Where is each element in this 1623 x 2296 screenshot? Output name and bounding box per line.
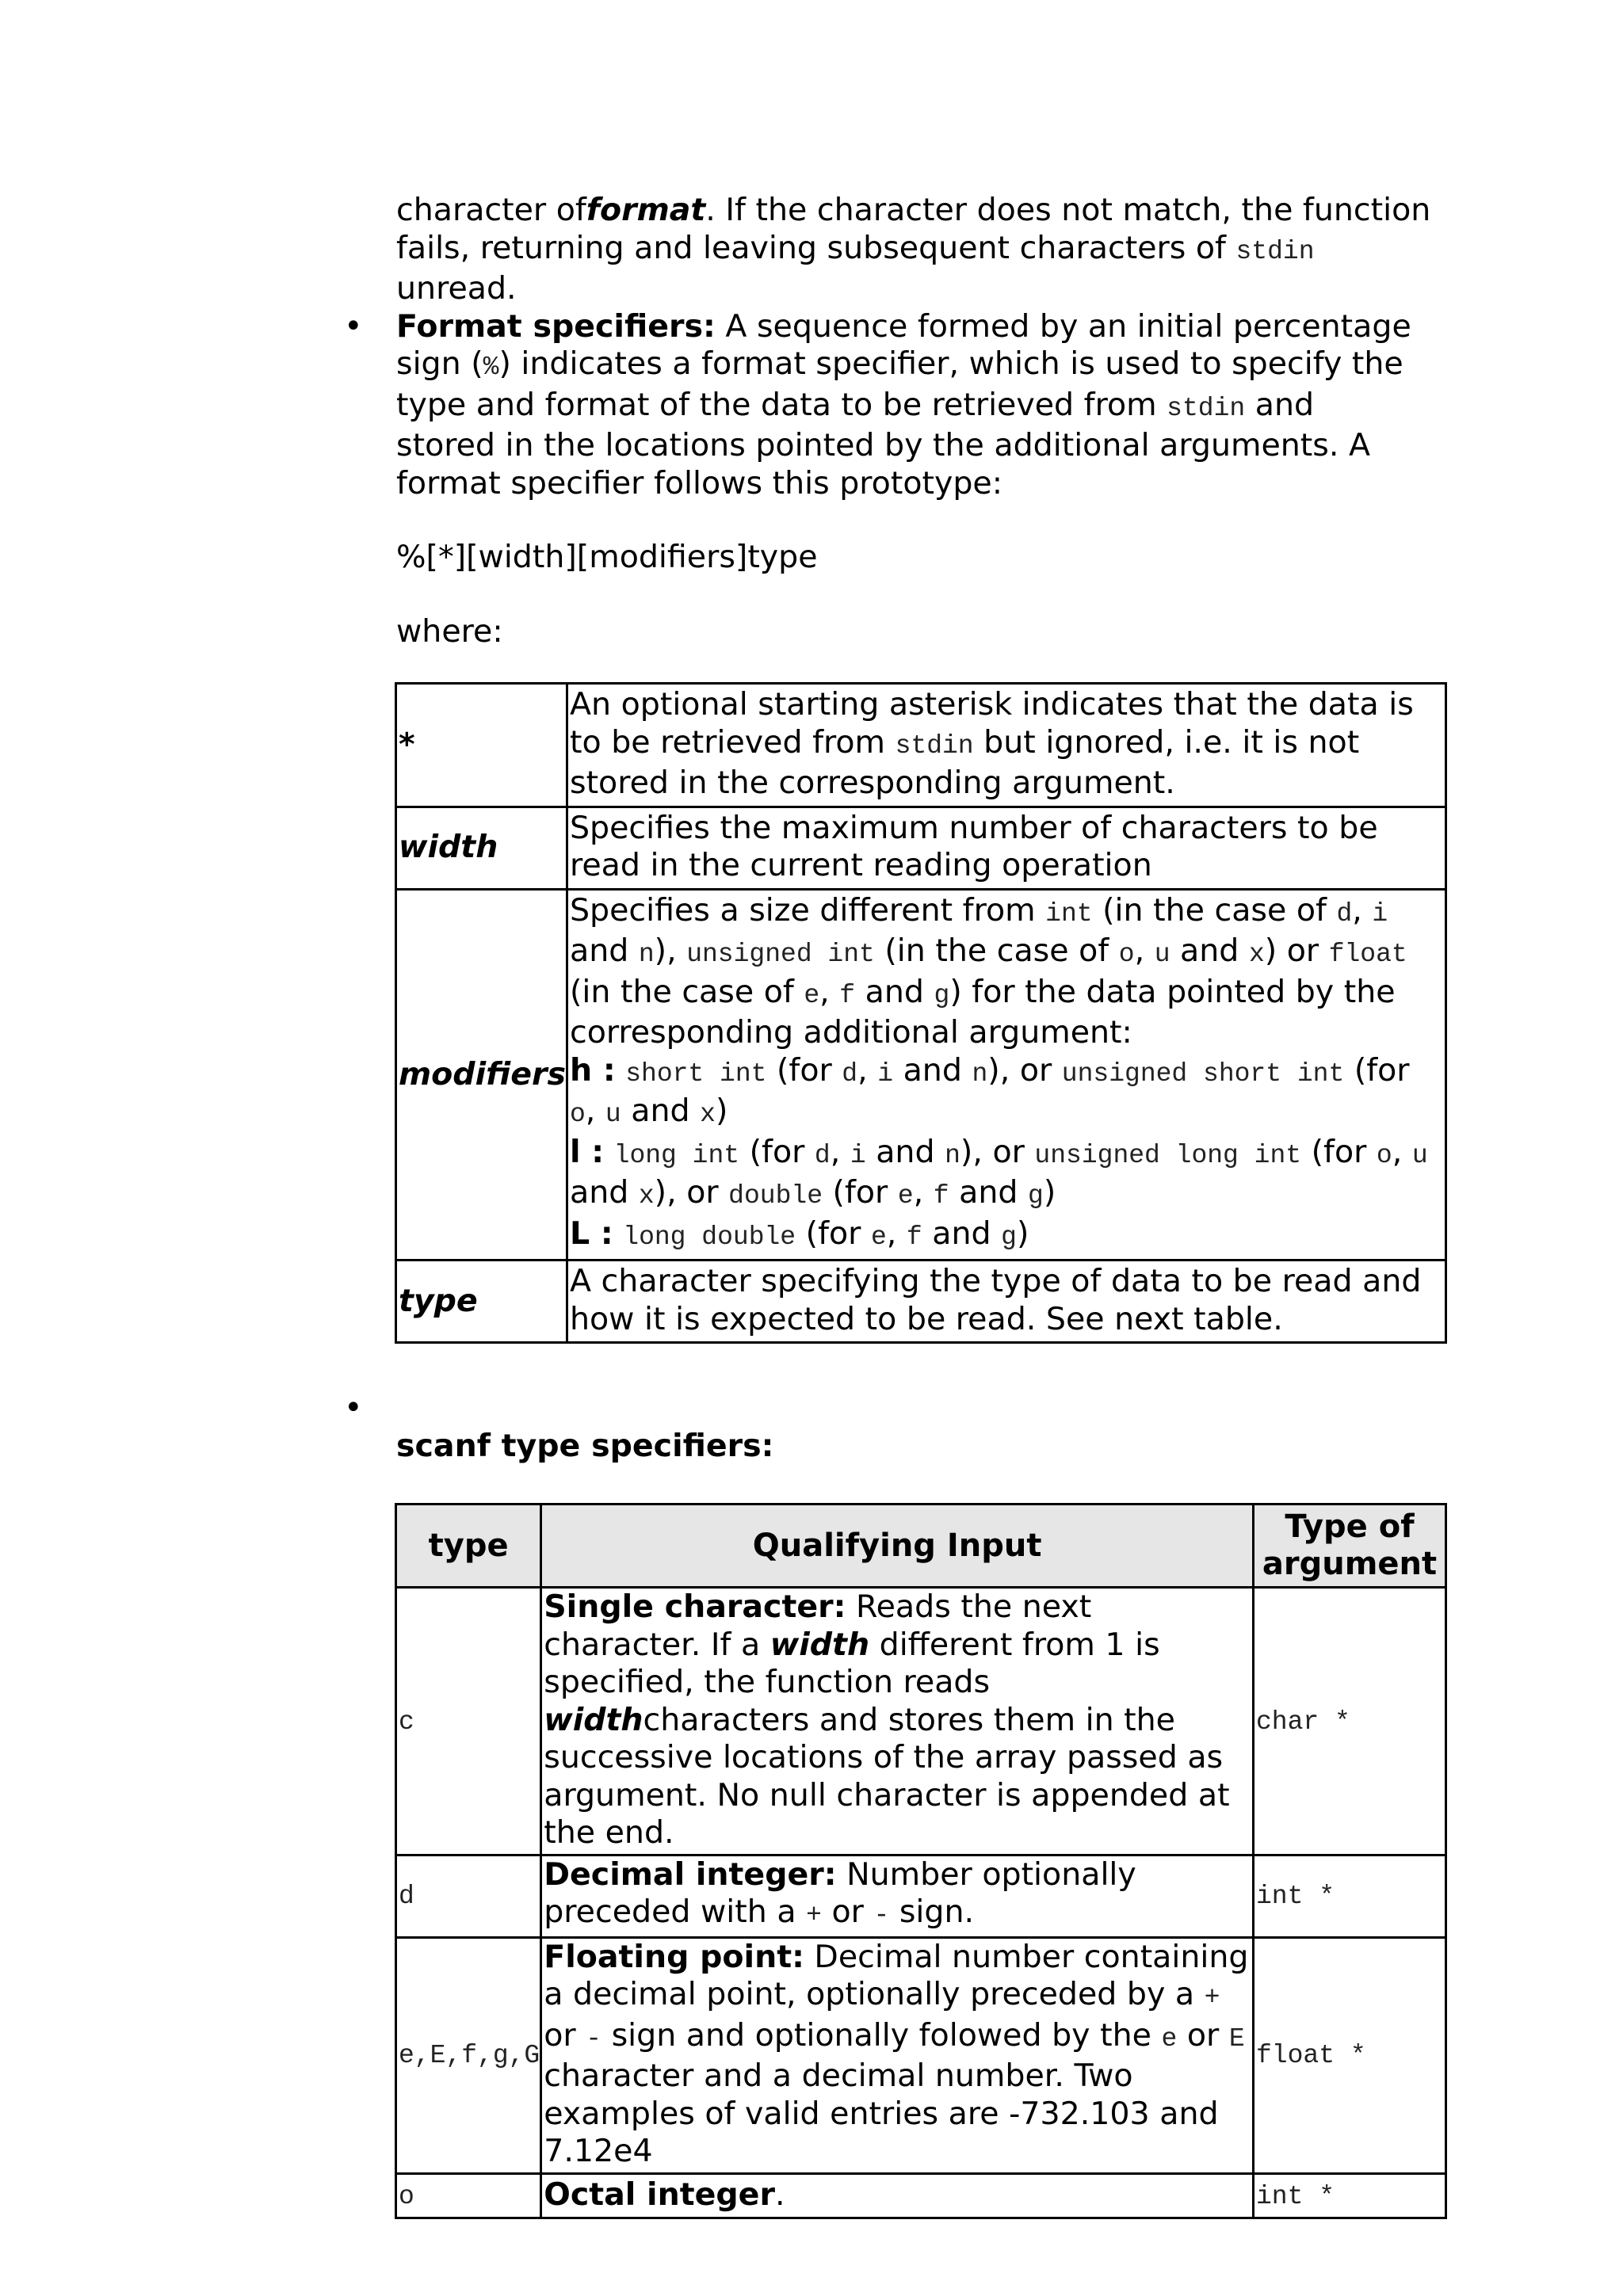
code: u — [605, 1100, 621, 1129]
type-key: type — [396, 1261, 567, 1343]
cell-text: and — [922, 1215, 1002, 1252]
cell-text: and — [1170, 933, 1249, 969]
l-modifier-label: l : — [569, 1133, 605, 1170]
cell-text: ) — [1043, 1174, 1056, 1211]
cell-text: , — [1352, 891, 1373, 929]
h-modifier-label: h : — [569, 1051, 616, 1089]
prototype-line: %[*][width][modifiers]type — [396, 539, 818, 575]
cell-text: or — [1177, 2016, 1229, 2054]
cell-text: but ignored, i.e. it is not stored in the corresponding argument. — [569, 723, 1360, 801]
code: o — [399, 2181, 414, 2211]
code: d — [1336, 898, 1353, 929]
table-row — [396, 684, 1446, 807]
cell-text: (for — [766, 1051, 842, 1089]
code: f — [839, 980, 856, 1010]
cell-text: and — [621, 1093, 701, 1129]
column-header-input: Qualifying Input — [541, 1505, 1254, 1588]
cell-text: (in the case of — [569, 973, 804, 1010]
argument-cell — [1254, 1855, 1446, 1937]
cell-text: (in the case of — [874, 933, 1119, 969]
cell-text: ) or — [1264, 933, 1329, 969]
code: o — [569, 1100, 586, 1129]
format-specifiers-heading: Format specifiers: — [396, 307, 716, 345]
table-row — [396, 1261, 1446, 1343]
intro-text: character of — [396, 192, 586, 228]
code: short int — [625, 1058, 767, 1089]
code: x — [700, 1100, 716, 1129]
code: + — [806, 1901, 822, 1930]
cell-text: , — [830, 1133, 850, 1170]
stdin-code: stdin — [1235, 236, 1315, 266]
cell-heading: Decimal integer: — [544, 1855, 837, 1893]
cell-heading: Single character: — [544, 1589, 846, 1625]
type-description: A character specifying the type of data to be read and how it is expected to be read. See next table. — [567, 1261, 1445, 1343]
cell-text: , — [585, 1093, 605, 1129]
table-row — [396, 889, 1446, 1261]
input-cell — [541, 2173, 1254, 2218]
cell-text: and — [949, 1174, 1029, 1211]
code: e — [897, 1181, 914, 1211]
cell-text: (for — [739, 1133, 815, 1170]
page-content — [344, 192, 1442, 2219]
code: f — [933, 1181, 949, 1211]
code: d — [814, 1140, 831, 1170]
table-header-row — [396, 1505, 1446, 1588]
cell-text: (for — [823, 1174, 898, 1211]
bullet-icon: • — [344, 307, 363, 345]
intro-text: . If the character does not match, the function — [705, 192, 1431, 228]
cell-text: and — [855, 973, 934, 1010]
format-term: format — [586, 192, 706, 228]
input-cell — [541, 1855, 1254, 1937]
code: i — [877, 1058, 894, 1089]
intro-text: unread. — [396, 270, 517, 307]
cell-text: , — [819, 973, 840, 1010]
width-description: Specifies the maximum number of characters to be read in the current reading operation — [567, 807, 1445, 889]
cell-text: ), or — [960, 1133, 1035, 1170]
type-cell — [396, 2173, 541, 2218]
cell-text: and — [569, 933, 639, 969]
modifiers-key: modifiers — [396, 889, 567, 1261]
code: n — [638, 940, 655, 969]
code: double — [728, 1181, 823, 1211]
input-cell — [541, 1937, 1254, 2173]
cell-heading: Floating point: — [544, 1938, 804, 1975]
code: int * — [1256, 2181, 1335, 2211]
code: e — [870, 1222, 887, 1252]
cell-text: Reads the next character. If a — [544, 1589, 1092, 1663]
table-row — [396, 1588, 1446, 1855]
format-specifiers-paragraph — [396, 308, 1419, 503]
cell-text: , — [1392, 1133, 1412, 1170]
where-label: where: — [396, 612, 503, 650]
type-specifiers-table — [395, 1503, 1447, 2219]
asterisk-description — [567, 684, 1445, 807]
code: char * — [1256, 1707, 1350, 1737]
intro-text: fails, returning and leaving subsequent characters of — [396, 229, 1236, 266]
code: e — [1161, 2023, 1178, 2054]
type-specifiers-heading: scanf type specifiers: — [396, 1427, 774, 1464]
cell-text: (in the case of — [1092, 891, 1337, 929]
cell-text: , — [886, 1215, 907, 1252]
code: int — [1045, 898, 1093, 929]
argument-cell — [1254, 2173, 1446, 2218]
code: i — [850, 1140, 866, 1170]
column-header-type: type — [396, 1505, 541, 1588]
body-text: ) indicates a format specifier, which is used to specify the type and format of the data to be retrieved from — [396, 345, 1403, 423]
type-cell — [396, 1588, 541, 1855]
cell-text: . — [774, 2176, 785, 2213]
cell-text: different from 1 is specified, the function reads — [544, 1626, 1160, 1700]
cell-text: Specifies a size different from — [569, 891, 1046, 929]
code: e — [804, 980, 820, 1010]
body-text: and stored in the locations pointed by the additional arguments. A format specifier follows this prototype: — [396, 386, 1370, 502]
code: e,E,f,g,G — [399, 2041, 540, 2071]
table-row — [396, 1937, 1446, 2173]
body-text: A sequence formed by an initial percentage sign ( — [396, 307, 1411, 382]
cell-text: , — [1134, 933, 1155, 969]
cell-text: Decimal number containing a decimal point, optionally preceded by a — [544, 1938, 1249, 2012]
cell-text: ) — [715, 1093, 728, 1129]
argument-cell — [1254, 1588, 1446, 1855]
cell-text: sign and optionally folowed by the — [601, 2016, 1162, 2054]
cell-text: , — [913, 1174, 934, 1211]
cell-text: and — [569, 1174, 639, 1211]
code: - — [586, 2023, 602, 2054]
code: E — [1228, 2023, 1245, 2054]
code: o — [1376, 1140, 1392, 1170]
code: i — [1372, 898, 1388, 929]
argument-cell — [1254, 1937, 1446, 2173]
type-cell — [396, 1855, 541, 1937]
code: c — [399, 1707, 414, 1737]
code: unsigned short int — [1061, 1058, 1345, 1089]
cell-text: (for — [1301, 1133, 1377, 1170]
code: - — [873, 1901, 890, 1930]
code: float — [1328, 940, 1407, 969]
asterisk-key: * — [396, 684, 567, 807]
code: long double — [623, 1222, 796, 1252]
cell-text: character and a decimal number. Two examples of valid entries are -732.103 and 7.12e4 — [544, 2058, 1219, 2169]
width-key: width — [396, 807, 567, 889]
code: g — [1028, 1181, 1044, 1211]
cell-text: , — [857, 1051, 878, 1089]
cell-text: (for — [796, 1215, 871, 1252]
format-specifiers-item — [344, 307, 1442, 503]
code: f — [906, 1222, 922, 1252]
modifiers-description — [567, 889, 1445, 1261]
code: float * — [1256, 2041, 1366, 2071]
cell-text: (for — [1344, 1051, 1410, 1089]
cell-text: Number optionally preceded with a — [544, 1855, 1136, 1930]
cell-text: An optional starting asterisk indicates that the data is to be retrieved from — [569, 686, 1414, 761]
bullet-icon: • — [344, 1390, 363, 1426]
table-row — [396, 1855, 1446, 1937]
code: n — [972, 1058, 988, 1089]
cell-text: ), or — [654, 1174, 729, 1211]
code: long int — [613, 1140, 740, 1170]
width-term: width — [544, 1701, 643, 1738]
code: g — [934, 980, 950, 1010]
format-spec-table — [395, 682, 1447, 1344]
stdin-code: stdin — [895, 730, 974, 761]
code: d — [842, 1058, 858, 1089]
cell-text: ) — [1016, 1215, 1029, 1252]
code: u — [1154, 940, 1170, 969]
table-row — [396, 2173, 1446, 2218]
cell-text: ) for the data pointed by the corresponding additional argument: — [569, 973, 1396, 1051]
code: g — [1001, 1222, 1017, 1252]
type-specifiers-item — [344, 1390, 1442, 1465]
cell-text: ), or — [987, 1051, 1062, 1089]
input-cell — [541, 1588, 1254, 1855]
code: d — [399, 1882, 414, 1912]
code: u — [1411, 1140, 1428, 1170]
intro-paragraph — [396, 192, 1442, 308]
code: n — [945, 1140, 960, 1170]
cell-text: or — [544, 2016, 586, 2054]
cell-text: or — [821, 1894, 874, 1930]
code: unsigned int — [686, 940, 875, 969]
stdin-code: stdin — [1167, 393, 1246, 423]
code: int * — [1256, 1882, 1335, 1912]
code: o — [1118, 940, 1135, 969]
percent-code: % — [483, 353, 499, 382]
column-header-argument: Type of argument — [1254, 1505, 1446, 1588]
cell-text: and — [893, 1051, 972, 1089]
cell-text: characters and stores them in the successive locations of the array passed as argument. No null character is appended at the end. — [544, 1701, 1230, 1851]
table-row — [396, 807, 1446, 889]
code: x — [638, 1181, 655, 1211]
code: x — [1248, 940, 1265, 969]
cell-text: sign. — [889, 1894, 975, 1930]
cell-text: ), — [654, 933, 687, 969]
width-term: width — [769, 1626, 870, 1663]
code: + — [1204, 1983, 1220, 2012]
cell-text: and — [865, 1133, 945, 1170]
type-cell — [396, 1937, 541, 2173]
L-modifier-label: L : — [569, 1215, 613, 1252]
cell-heading: Octal integer — [544, 2176, 775, 2213]
code: unsigned long int — [1034, 1140, 1302, 1170]
